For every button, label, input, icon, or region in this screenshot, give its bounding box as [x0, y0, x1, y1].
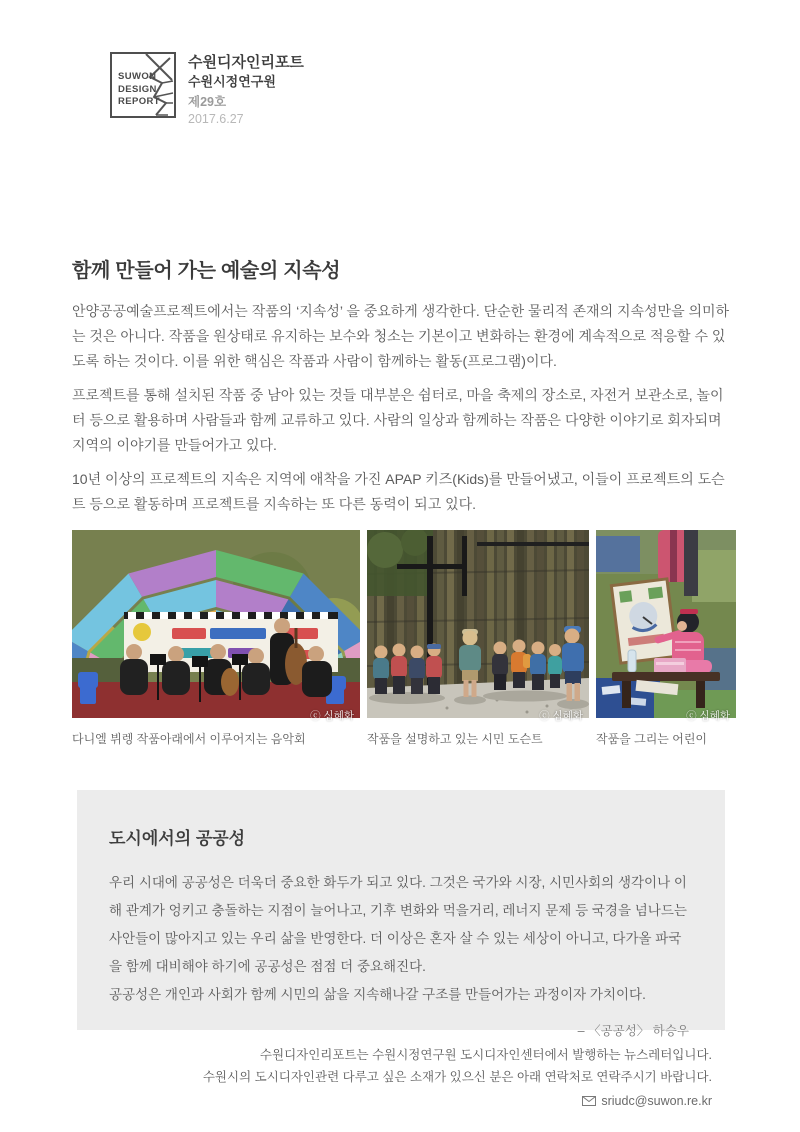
publicness-quote-box — [77, 790, 725, 1038]
docent-bamboo-wall-image — [367, 530, 589, 718]
photo-caption-concert: 다니엘 뷔렝 작품아래에서 이루어지는 음악회 — [72, 732, 306, 746]
logo-line-3: REPORT — [118, 96, 160, 107]
child-painting-image — [596, 530, 736, 718]
contact-email[interactable]: sriudc@suwon.re.kr — [601, 1094, 712, 1108]
report-date: 2017.6.27 — [188, 112, 244, 126]
photo-strip — [72, 530, 736, 747]
masthead-meta — [188, 52, 304, 128]
logo-line-1: SUWON — [118, 71, 157, 82]
report-issue-number: 제29호 — [188, 95, 227, 109]
article — [72, 254, 736, 526]
quote-attribution: – 〈공공성〉 하승우 — [577, 1024, 689, 1038]
article-paragraph-3: 10년 이상의 프로젝트의 지속은 지역에 애착을 가진 APAP 키즈(Kids)를 만들어냈고, 이들이 프로젝트의 도슨트 등으로 활동하며 프로젝트를 지속하는 또 다른 동력이 되고 있다. — [72, 471, 725, 512]
photo-docent — [367, 530, 589, 747]
article-paragraph-1: 안양공공예술프로젝트에서는 작품의 ‘지속성’ 을 중요하게 생각한다. 단순한 물리적 존재의 지속성만을 의미하는 것은 아니다. 작품을 원상태로 유지하는 보수와 청소는 기본이고 변화하는 환경에 계속적으로 적응할 수 있도록 하는 것이다. 이를 위한 핵심은 작품과 사람이 함께하는 활동(프로그램)이다. — [72, 303, 730, 369]
photo-credit: ⓒ 심혜화 — [686, 710, 730, 722]
report-title: 수원디자인리포트 — [188, 54, 304, 71]
footer — [203, 1044, 712, 1112]
quote-box-title: 도시에서의 공공성 — [109, 829, 246, 848]
photo-child-drawing — [596, 530, 736, 747]
footer-line-2: 수원시의 도시디자인관련 다루고 싶은 소재가 있으신 분은 아래 연락처로 연락주시기 바랍니다. — [202, 1070, 712, 1084]
quote-box-paragraph-1: 우리 시대에 공공성은 더욱더 중요한 화두가 되고 있다. 그것은 국가와 시장, 시민사회의 생각이나 이해 관계가 엉키고 충돌하는 지점이 늘어나고, 기후 변화와 먹을거리, 레너지 문제 등 국경을 넘나드는 사안들이 많아지고 있는 우리 삶을 반영한다. 더 이상은 혼자 살 수 있는 세상이 아니고, 다가올 파국을 함께 대비해야 하기에 공공성은 점점 더 중요해진다. — [109, 875, 687, 974]
logo-line-2: DESIGN — [118, 83, 157, 95]
report-organization: 수원시정연구원 — [188, 74, 276, 89]
contact-email-row — [203, 1090, 712, 1112]
suwon-design-report-logo — [110, 52, 176, 118]
article-title: 함께 만들어 가는 예술의 지속성 — [72, 260, 341, 282]
photo-concert — [72, 530, 360, 747]
photo-credit: ⓒ 심혜화 — [539, 710, 583, 722]
photo-caption-docent: 작품을 설명하고 있는 시민 도슨트 — [367, 732, 543, 746]
photo-credit: ⓒ 심혜화 — [310, 710, 354, 722]
masthead — [110, 52, 304, 128]
concert-under-buren-canopy-image — [72, 530, 360, 718]
photo-caption-child: 작품을 그리는 어린이 — [596, 732, 707, 746]
quote-box-paragraph-2: 공공성은 개인과 사회가 함께 시민의 삶을 지속해나갈 구조를 만들어가는 과정이자 가치이다. — [109, 987, 646, 1002]
logo-wordmark — [118, 71, 160, 109]
footer-line-1: 수원디자인리포트는 수원시정연구원 도시디자인센터에서 발행하는 뉴스레터입니다. — [259, 1048, 712, 1062]
envelope-icon — [582, 1096, 596, 1106]
article-paragraph-2: 프로젝트를 통해 설치된 작품 중 남아 있는 것들 대부분은 쉼터로, 마을 축제의 장소로, 자전거 보관소로, 놀이터 등으로 활용하며 사람들과 함께 교류하고 있다. 사람의 일상과 함께하는 작품은 다양한 이야기로 회자되며 지역의 이야기를 만들어가고 있다. — [72, 387, 724, 453]
